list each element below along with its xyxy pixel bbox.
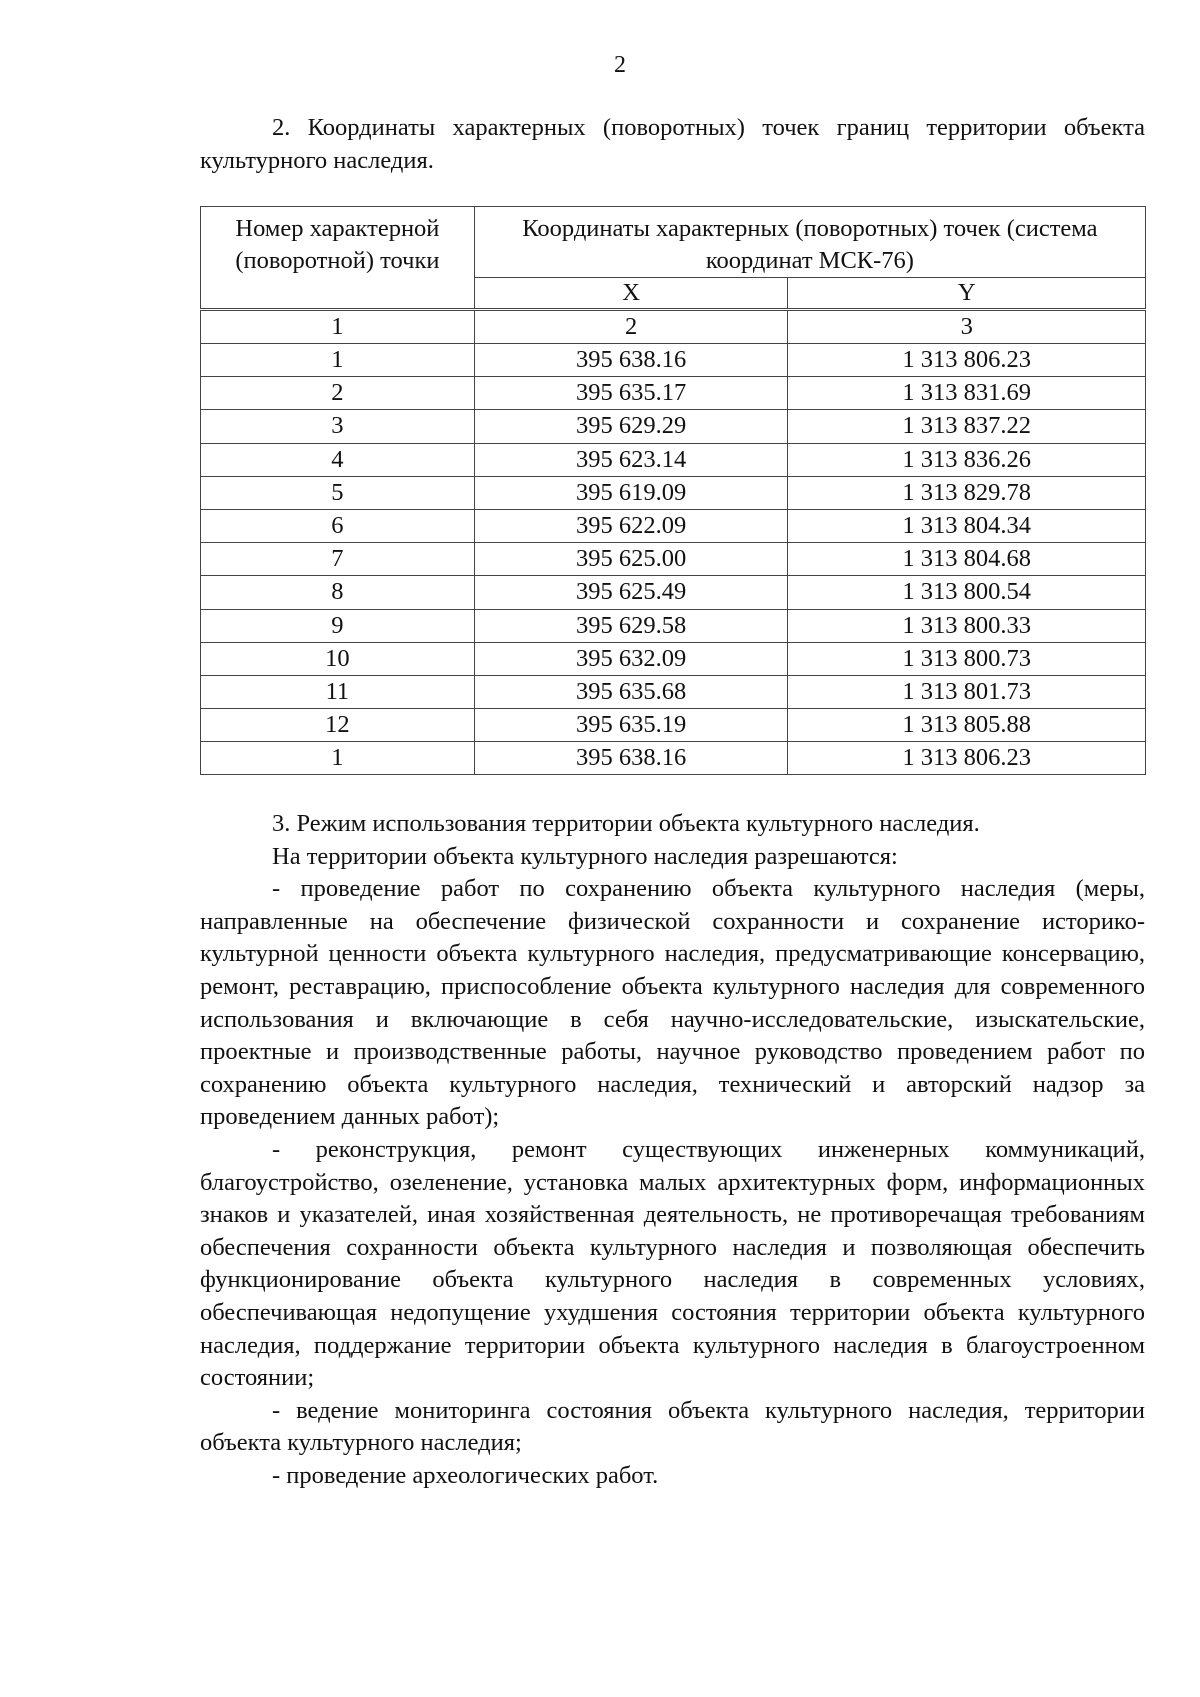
table-row (201, 709, 1146, 742)
coord-x: 395 625.49 (474, 576, 788, 609)
coord-y: 1 313 804.34 (788, 509, 1146, 542)
point-number: 2 (201, 377, 475, 410)
point-number: 12 (201, 709, 475, 742)
coord-y: 1 313 836.26 (788, 443, 1146, 476)
header-x: X (474, 278, 788, 310)
table-row (201, 543, 1146, 576)
point-number: 11 (201, 675, 475, 708)
section-3-intro: На территории объекта культурного наследия разрешаются: (272, 842, 898, 870)
point-number: 10 (201, 642, 475, 675)
page-number: 2 (614, 52, 626, 78)
permitted-item: - проведение археологических работ. (272, 1461, 659, 1489)
point-number: 1 (201, 344, 475, 377)
coord-x: 395 635.19 (474, 709, 788, 742)
table-row (201, 509, 1146, 542)
table-row (201, 576, 1146, 609)
coord-y: 1 313 806.23 (788, 344, 1146, 377)
coord-x: 395 629.29 (474, 410, 788, 443)
table-row (201, 476, 1146, 509)
coord-x: 395 629.58 (474, 609, 788, 642)
coordinates-table (200, 206, 1146, 775)
coord-x: 395 622.09 (474, 509, 788, 542)
section-2-heading: 2. Координаты характерных (поворотных) точек границ территории объекта культурного наследия. (200, 114, 1145, 174)
coord-x: 395 638.16 (474, 344, 788, 377)
coord-y: 1 313 804.68 (788, 543, 1146, 576)
header-y: Y (788, 278, 1146, 310)
coord-y: 1 313 800.73 (788, 642, 1146, 675)
coord-x: 395 632.09 (474, 642, 788, 675)
point-number: 3 (201, 410, 475, 443)
coord-x: 395 625.00 (474, 543, 788, 576)
coord-x: 395 623.14 (474, 443, 788, 476)
header-point-number: Номер характерной (поворотной) точки (201, 207, 475, 310)
coord-y: 1 313 829.78 (788, 476, 1146, 509)
permitted-item: - ведение мониторинга состояния объекта культурного наследия, территории объекта культурного наследия; (200, 1396, 1145, 1457)
coord-x: 395 635.68 (474, 675, 788, 708)
permitted-item: - реконструкция, ремонт существующих инженерных коммуникаций, благоустройство, озеленение, установка малых архитектурных форм, информационных знаков и указателей, иная хозяйственная деятельность, не противоречащая требованиям обеспечения сохранности объекта культурного наследия и позволяющая обеспечить функционирование объекта культурного наследия в современных условиях, обеспечивающая недопущение ухудшения состояния территории объекта культурного наследия, поддержание территории объекта культурного наследия в благоустроенном состоянии; (200, 1135, 1145, 1392)
section-3 (200, 808, 1145, 1492)
coord-y: 1 313 806.23 (788, 742, 1146, 775)
column-number: 2 (474, 310, 788, 344)
point-number: 6 (201, 509, 475, 542)
table-row (201, 609, 1146, 642)
point-number: 8 (201, 576, 475, 609)
table-row (201, 742, 1146, 775)
coord-x: 395 638.16 (474, 742, 788, 775)
section-2 (200, 112, 1145, 177)
point-number: 5 (201, 476, 475, 509)
header-coordinates: Координаты характерных (поворотных) точек (система координат МСК-76) (474, 207, 1145, 278)
coord-x: 395 635.17 (474, 377, 788, 410)
column-number: 3 (788, 310, 1146, 344)
coord-y: 1 313 801.73 (788, 675, 1146, 708)
table-row (201, 344, 1146, 377)
point-number: 9 (201, 609, 475, 642)
column-number: 1 (201, 310, 475, 344)
point-number: 1 (201, 742, 475, 775)
table-row (201, 410, 1146, 443)
coord-y: 1 313 831.69 (788, 377, 1146, 410)
point-number: 7 (201, 543, 475, 576)
coord-y: 1 313 800.33 (788, 609, 1146, 642)
coord-x: 395 619.09 (474, 476, 788, 509)
table-row (201, 377, 1146, 410)
coord-y: 1 313 805.88 (788, 709, 1146, 742)
table-row (201, 642, 1146, 675)
point-number: 4 (201, 443, 475, 476)
permitted-item: - проведение работ по сохранению объекта культурного наследия (меры, направленные на обеспечение физической сохранности и сохранение историко-культурной ценности объекта культурного наследия, предусматривающие консервацию, ремонт, реставрацию, приспособление объекта культурного наследия для современного использования и включающие в себя научно-исследовательские, изыскательские, проектные и производственные работы, научное руководство проведением работ по сохранению объекта культурного наследия, технический и авторский надзор за проведением данных работ); (200, 875, 1145, 1131)
section-3-heading: 3. Режим использования территории объекта культурного наследия. (272, 810, 980, 837)
coord-y: 1 313 800.54 (788, 576, 1146, 609)
table-row (201, 675, 1146, 708)
coord-y: 1 313 837.22 (788, 410, 1146, 443)
table-row (201, 443, 1146, 476)
